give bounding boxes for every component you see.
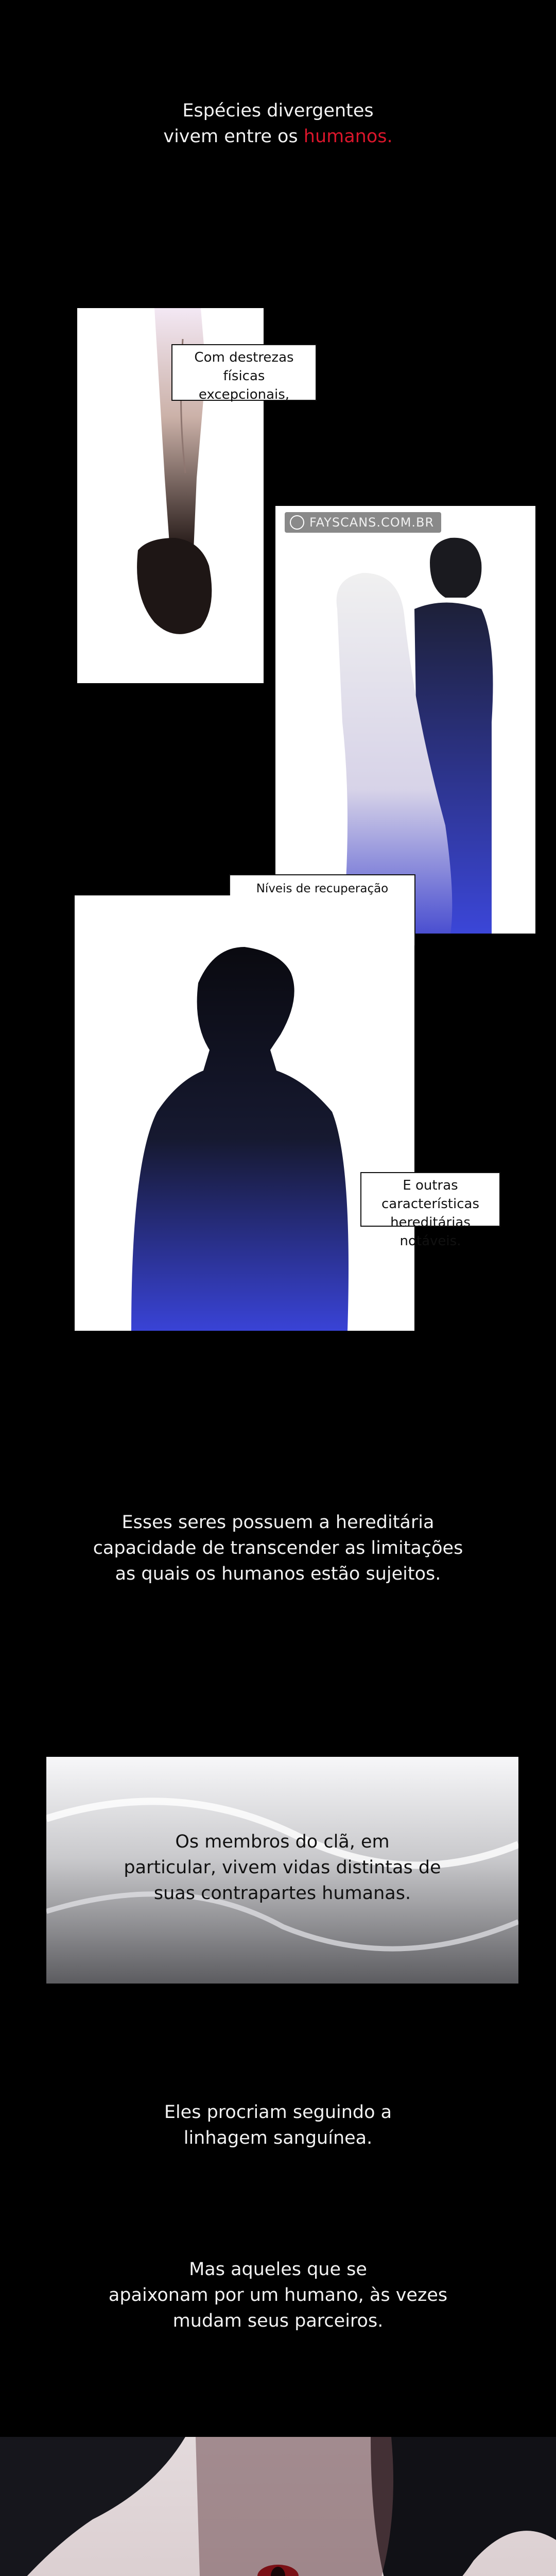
hair-right [371,2437,556,2576]
panel-mist [46,1757,518,1984]
hair-left [0,2437,185,2576]
panel-man [75,895,414,1331]
intro-line-2 [0,124,556,149]
narration-partners: Mas aqueles que se apaixonam por um humano, às vezes mudam seus parceiros. [108,2259,448,2331]
face-shadow [196,2437,393,2576]
intro-line-1: Espécies divergentes [182,100,374,121]
narration-bloodline: Eles procriam seguindo a linhagem sanguínea. [164,2102,392,2148]
man-head [430,538,481,598]
face-illustration [0,2437,556,2576]
intro-highlight-humans: humanos. [303,126,393,147]
caption-box-recovery: Níveis de recuperação [229,874,415,945]
fist-shape [137,538,212,634]
watermark-text: FAYSCANS.COM.BR [309,515,435,530]
caption-box-physical: Com destrezas físicas excepcionais, [171,344,317,401]
watermark-badge [285,512,441,533]
couple-illustration [275,506,535,934]
man-silhouette [131,947,349,1331]
intro-line-2-text: vivem entre os [163,126,304,147]
man-illustration [75,895,414,1331]
panel-face [0,2437,556,2576]
intro-caption [0,98,556,149]
fayscans-logo-icon [290,515,304,530]
narration-limitations: Esses seres possuem a hereditária capacidade de transcender as limitações as quais os humanos estão sujeitos. [93,1512,463,1584]
caption-clan: Os membros do clã, em particular, vivem vidas distintas de suas contrapartes humanas. [124,1832,441,1904]
panel-couple [275,506,535,934]
caption-box-hereditary: E outras características hereditárias notáveis. [360,1172,500,1227]
